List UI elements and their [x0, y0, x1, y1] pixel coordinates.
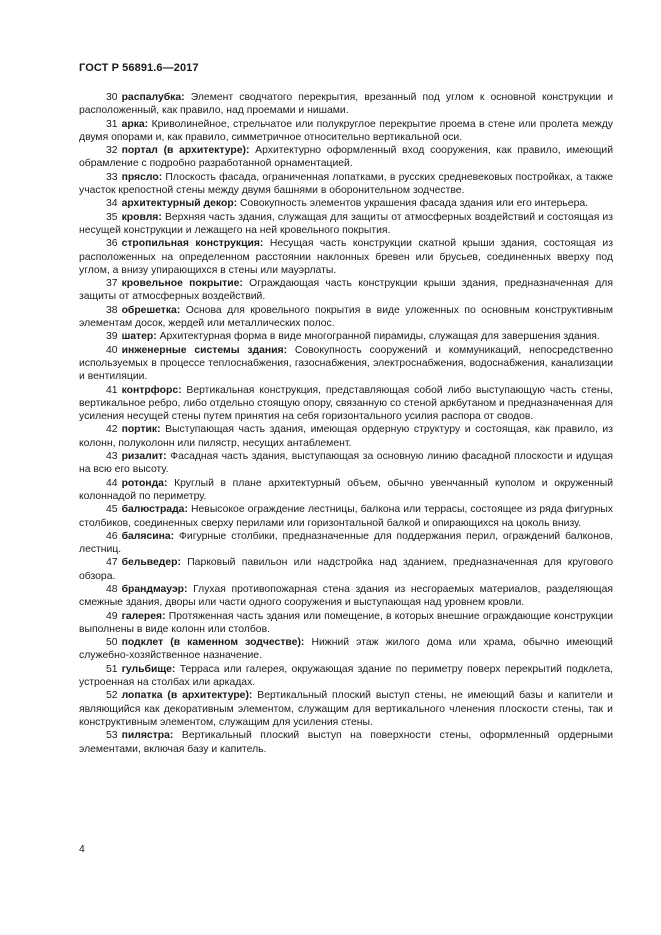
term-definition: Основа для кровельного покрытия в виде уложенных по основным конструктивным элементам досок, жердей или металлических полос.: [79, 304, 614, 330]
term-number: 37: [106, 278, 118, 290]
term-definition: Вертикальный плоский выступ на поверхности стены, оформленный ордерными элементами, включая базу и капитель.: [79, 730, 614, 755]
term-definition: Вертикальная конструкция, представляющая собой либо выступающую часть стены, вертикальное ребро, либо отдельно стоящую опору, связанную со стеной аркбутаном и предназначенная для усиления несущей стены путем принятия на себя горизонтального усилия распора от сводов.: [79, 384, 614, 423]
term-number: 35: [106, 211, 118, 223]
term-number: 46: [106, 530, 118, 542]
term-entry: [79, 304, 613, 331]
term-entry: [79, 91, 613, 118]
term-number: 39: [106, 331, 118, 343]
term-definition: Архитектурно оформленный вход сооружения, как правило, имеющий обрамление с подробно разработанной орнаментацией.: [79, 145, 614, 170]
term-number: 45: [106, 504, 118, 516]
term-definition: Фигурные столбики, предназначенные для поддержания перил, ограждений балконов, лестниц.: [79, 530, 613, 556]
page-number: 4: [79, 844, 85, 855]
term-entry: [79, 556, 613, 583]
term-definition: Выступающая часть здания, имеющая ордерную структуру и состоящая, как правило, из колонн, полуколонн или пилястр, несущих антаблемент.: [79, 424, 614, 449]
term-definition: Верхняя часть здания, служащая для защиты от атмосферных воздействий и состоящая из несущей конструкции и лежащего на ней кровельного покрытия.: [79, 211, 614, 236]
term-definition: Криволинейное, стрельчатое или полукруглое перекрытие проема в стене или пролета между двумя опорами и, как правило, симметричное относительно вертикальной оси.: [79, 118, 613, 143]
term-name: стропильная конструкция:: [121, 238, 264, 250]
term-definition: Несущая часть конструкции скатной крыши здания, состоящая из расположенных на определенном расстоянии наклонных бревен или брусьев, соединенных вверху под углом, а внизу упирающихся в стены или мауэрлаты.: [79, 238, 613, 276]
term-definition: Нижний этаж жилого дома или храма, обычно имеющий служебно-хозяйственное назначение.: [79, 637, 613, 662]
term-number: 30: [106, 92, 118, 103]
term-entry: [79, 689, 613, 729]
term-name: кровельное покрытие:: [121, 278, 243, 290]
term-entry: [79, 450, 613, 477]
term-name: инженерные системы здания:: [121, 344, 288, 356]
term-definition: Круглый в плане архитектурный объем, обычно увенчанный куполом и окруженный колоннадой по периметру.: [79, 477, 613, 502]
term-name: подклет (в каменном зодчестве):: [121, 637, 305, 649]
term-entry: [79, 118, 613, 145]
terms-list: [79, 91, 613, 756]
term-name: галерея:: [121, 610, 166, 622]
term-number: 52: [106, 690, 118, 702]
term-number: 36: [106, 238, 118, 250]
term-entry: [79, 610, 613, 637]
term-entry: [79, 211, 613, 238]
term-entry: [79, 344, 613, 384]
term-name: архитектурный декор:: [121, 198, 238, 210]
term-entry: [79, 477, 613, 504]
term-number: 31: [106, 118, 118, 130]
term-entry: [79, 330, 613, 343]
term-name: шатер:: [121, 331, 157, 343]
term-name: гульбище:: [121, 663, 176, 675]
term-number: 48: [106, 583, 118, 595]
term-number: 51: [106, 663, 118, 675]
term-entry: [79, 171, 613, 198]
term-definition: Терраса или галерея, окружающая здание по периметру поверх перекрытий подклета, устроенная на столбах или аркадах.: [79, 663, 614, 689]
term-entry: [79, 530, 613, 557]
term-entry: [79, 237, 613, 277]
term-number: 43: [106, 451, 118, 463]
term-number: 44: [106, 477, 118, 489]
term-name: ризалит:: [121, 451, 167, 463]
term-name: пилястра:: [121, 730, 174, 742]
term-definition: Совокупность элементов украшения фасада здания или его интерьера.: [240, 198, 589, 210]
term-number: 34: [106, 198, 118, 210]
term-entry: [79, 636, 613, 663]
term-entry: [79, 503, 613, 530]
term-definition: Элемент сводчатого перекрытия, врезанный под углом к основной конструкции и расположенный, как правило, над проемами и нишами.: [79, 92, 613, 117]
term-name: ротонда:: [121, 477, 168, 489]
term-name: арка:: [121, 118, 149, 130]
term-definition: Глухая противопожарная стена здания из несгораемых материалов, разделяющая смежные здания, дворы или части одного сооружения и выступающая над уровнем кровли.: [79, 583, 613, 609]
term-definition: Архитектурная форма в виде многогранной пирамиды, служащая для завершения здания.: [159, 331, 600, 343]
term-number: 42: [106, 424, 118, 436]
term-number: 49: [106, 610, 118, 622]
term-number: 40: [106, 344, 118, 356]
term-name: портал (в архитектуре):: [121, 145, 250, 157]
term-definition: Вертикальный плоский выступ стены, не имеющий базы и капители и являющийся как декоративным элементом, служащим для вертикального членения плоскости стены, так и конструктивным элементом, служащим для усиления стены.: [79, 690, 613, 728]
term-definition: Парковый павильон или надстройка над зданием, предназначенная для кругового обзора.: [79, 557, 613, 582]
term-name: балюстрада:: [121, 504, 188, 516]
term-number: 38: [106, 304, 118, 316]
term-name: прясло:: [121, 171, 163, 183]
term-definition: Протяженная часть здания или помещение, в которых внешние ограждающие конструкции выполнены в виде колонн или столбов.: [79, 610, 614, 635]
term-number: 41: [106, 384, 118, 396]
term-name: обрешетка:: [121, 304, 181, 316]
term-definition: Плоскость фасада, ограниченная лопатками, в русских средневековых постройках, а также участок крепостной стены между двумя башнями в оборонительном зодчестве.: [79, 171, 613, 197]
term-definition: Невысокое ограждение лестницы, балкона или террасы, состоящее из ряда фигурных столбиков, соединенных сверху перилами или горизонтальной балкой и опирающихся на цоколь внизу.: [79, 504, 613, 529]
term-entry: [79, 729, 613, 756]
term-entry: [79, 197, 613, 210]
standard-header: ГОСТ Р 56891.6—2017: [79, 62, 199, 74]
term-number: 47: [106, 557, 118, 569]
term-number: 53: [106, 730, 118, 742]
term-definition: Совокупность сооружений и коммуникаций, непосредственно используемых в процессе теплоснабжения, газоснабжения, электроснабжения, водоснабжения, канализации и вентиляции.: [79, 344, 613, 383]
term-name: портик:: [121, 424, 161, 436]
term-entry: [79, 384, 613, 424]
term-entry: [79, 423, 613, 450]
term-name: лопатка (в архитектуре):: [121, 690, 253, 702]
term-name: кровля:: [121, 211, 162, 223]
term-definition: Ограждающая часть конструкции крыши здания, предназначенная для защиты от атмосферных воздействий.: [79, 278, 613, 303]
term-number: 33: [106, 171, 118, 183]
term-number: 50: [106, 637, 118, 649]
term-entry: [79, 277, 613, 304]
term-entry: [79, 144, 613, 171]
term-name: контрфорс:: [121, 384, 182, 396]
term-number: 32: [106, 145, 118, 157]
term-name: брандмауэр:: [121, 583, 188, 595]
term-name: распалубка:: [121, 92, 185, 103]
term-entry: [79, 583, 613, 610]
term-entry: [79, 663, 613, 690]
term-definition: Фасадная часть здания, выступающая за основную линию фасадной плоскости и идущая на всю его высоту.: [79, 451, 613, 476]
term-name: балясина:: [121, 530, 175, 542]
term-name: бельведер:: [121, 557, 181, 569]
